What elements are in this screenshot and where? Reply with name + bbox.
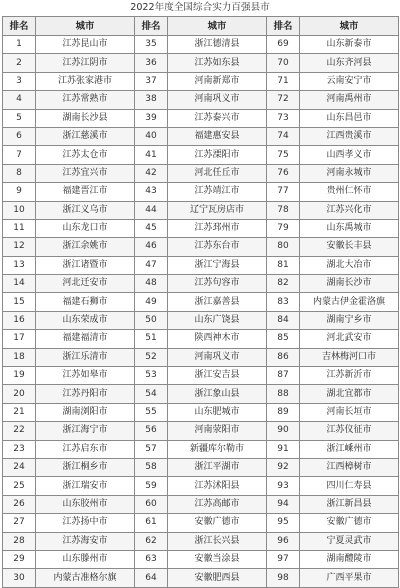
table-row [3, 514, 399, 532]
city-cell: 山东禹城市 [300, 219, 399, 237]
city-cell: 浙江乐清市 [36, 348, 135, 366]
city-cell: 安徽广德市 [300, 514, 399, 532]
city-cell: 江西樟树市 [300, 458, 399, 476]
rank-cell: 9 [3, 183, 36, 201]
city-cell: 浙江新昌县 [300, 495, 399, 513]
rank-cell: 47 [135, 256, 168, 274]
city-cell: 山东齐河县 [300, 54, 399, 72]
city-cell: 新疆库尔勒市 [168, 440, 267, 458]
city-cell: 山东胶州市 [36, 495, 135, 513]
rank-cell: 75 [267, 146, 300, 164]
rank-cell: 8 [3, 164, 36, 182]
rank-cell: 64 [135, 569, 168, 587]
rank-cell: 63 [135, 550, 168, 568]
rank-cell: 83 [267, 293, 300, 311]
table-row [3, 348, 399, 366]
city-cell: 安徽当涂县 [168, 550, 267, 568]
rank-cell: 37 [135, 72, 168, 90]
city-cell: 四川仁寿县 [300, 477, 399, 495]
city-cell: 江苏邳州市 [168, 219, 267, 237]
rank-cell: 79 [267, 219, 300, 237]
rank-cell: 28 [3, 532, 36, 550]
city-cell: 湖北宜都市 [300, 385, 399, 403]
city-cell: 山东新泰市 [300, 36, 399, 54]
rank-cell: 58 [135, 458, 168, 476]
city-cell: 河南巩义市 [168, 91, 267, 109]
city-cell: 江苏高邮市 [168, 495, 267, 513]
rank-cell: 88 [267, 385, 300, 403]
city-cell: 江苏如东县 [168, 54, 267, 72]
city-cell: 广西平果市 [300, 569, 399, 587]
rank-cell: 59 [135, 477, 168, 495]
city-cell: 河南巩义市 [168, 348, 267, 366]
rank-cell: 26 [3, 495, 36, 513]
header-city: 城市 [36, 17, 135, 36]
table-row [3, 403, 399, 421]
rank-cell: 48 [135, 275, 168, 293]
rank-cell: 96 [267, 532, 300, 550]
city-cell: 江苏靖江市 [168, 183, 267, 201]
city-cell: 湖南浏阳市 [36, 403, 135, 421]
city-cell: 陕西神木市 [168, 330, 267, 348]
table-row [3, 293, 399, 311]
rank-cell: 86 [267, 348, 300, 366]
table-row [3, 532, 399, 550]
table-row [3, 238, 399, 256]
table-row [3, 201, 399, 219]
rank-cell: 91 [267, 440, 300, 458]
city-cell: 江苏东台市 [168, 238, 267, 256]
rank-cell: 15 [3, 293, 36, 311]
rank-cell: 85 [267, 330, 300, 348]
rank-cell: 6 [3, 127, 36, 145]
rank-cell: 87 [267, 367, 300, 385]
table-row [3, 495, 399, 513]
rank-cell: 45 [135, 219, 168, 237]
rank-cell: 80 [267, 238, 300, 256]
rank-cell: 71 [267, 72, 300, 90]
table-row [3, 219, 399, 237]
header-rank: 排名 [267, 17, 300, 36]
table-row [3, 275, 399, 293]
city-cell: 湖南长沙县 [36, 109, 135, 127]
rank-cell: 12 [3, 238, 36, 256]
city-cell: 宁夏灵武市 [300, 532, 399, 550]
rank-cell: 55 [135, 403, 168, 421]
city-cell: 福建石狮市 [36, 293, 135, 311]
rank-cell: 69 [267, 36, 300, 54]
city-cell: 江苏启东市 [36, 440, 135, 458]
city-cell: 浙江桐乡市 [36, 458, 135, 476]
rank-cell: 44 [135, 201, 168, 219]
city-cell: 浙江余姚市 [36, 238, 135, 256]
city-cell: 山东荣成市 [36, 311, 135, 329]
rank-cell: 3 [3, 72, 36, 90]
table-row [3, 146, 399, 164]
city-cell: 浙江平湖市 [168, 458, 267, 476]
city-cell: 福建惠安县 [168, 127, 267, 145]
city-cell: 吉林梅河口市 [300, 348, 399, 366]
rank-cell: 62 [135, 532, 168, 550]
city-cell: 河北武安市 [300, 330, 399, 348]
rank-cell: 29 [3, 550, 36, 568]
rank-cell: 70 [267, 54, 300, 72]
rank-cell: 51 [135, 330, 168, 348]
rank-cell: 1 [3, 36, 36, 54]
city-cell: 湖北大冶市 [300, 256, 399, 274]
rank-cell: 20 [3, 385, 36, 403]
city-cell: 江苏丹阳市 [36, 385, 135, 403]
rank-cell: 53 [135, 367, 168, 385]
city-cell: 浙江象山县 [168, 385, 267, 403]
table-row [3, 54, 399, 72]
rank-cell: 94 [267, 495, 300, 513]
rank-cell: 11 [3, 219, 36, 237]
rank-cell: 27 [3, 514, 36, 532]
table-row [3, 91, 399, 109]
table-row [3, 164, 399, 182]
city-cell: 江苏常熟市 [36, 91, 135, 109]
city-cell: 河北迁安市 [36, 275, 135, 293]
city-cell: 河南禹州市 [300, 91, 399, 109]
rank-cell: 74 [267, 127, 300, 145]
table-row [3, 385, 399, 403]
city-cell: 江苏宜兴市 [36, 164, 135, 182]
rank-cell: 13 [3, 256, 36, 274]
rank-cell: 38 [135, 91, 168, 109]
city-cell: 湖南醴陵市 [300, 550, 399, 568]
city-cell: 江苏太仓市 [36, 146, 135, 164]
rank-cell: 81 [267, 256, 300, 274]
header-city: 城市 [168, 17, 267, 36]
city-cell: 江苏昆山市 [36, 36, 135, 54]
rank-cell: 16 [3, 311, 36, 329]
table-row [3, 569, 399, 587]
rank-cell: 46 [135, 238, 168, 256]
city-cell: 江苏仪征市 [300, 422, 399, 440]
header-rank: 排名 [3, 17, 36, 36]
table-row [3, 183, 399, 201]
city-cell: 江苏沭阳县 [168, 477, 267, 495]
rank-cell: 24 [3, 458, 36, 476]
table-row [3, 330, 399, 348]
rank-cell: 92 [267, 458, 300, 476]
table-row [3, 36, 399, 54]
city-cell: 浙江安吉县 [168, 367, 267, 385]
header-row [3, 17, 399, 36]
city-cell: 湖南长沙市 [300, 275, 399, 293]
city-cell: 湖南宁乡市 [300, 311, 399, 329]
rank-cell: 84 [267, 311, 300, 329]
city-cell: 江苏江阴市 [36, 54, 135, 72]
rank-cell: 14 [3, 275, 36, 293]
rank-cell: 72 [267, 91, 300, 109]
table-row [3, 109, 399, 127]
city-cell: 云南安宁市 [300, 72, 399, 90]
table-row [3, 127, 399, 145]
city-cell: 浙江宁海县 [168, 256, 267, 274]
city-cell: 安徽长丰县 [300, 238, 399, 256]
rank-cell: 73 [267, 109, 300, 127]
rank-cell: 52 [135, 348, 168, 366]
rank-cell: 39 [135, 109, 168, 127]
table-row [3, 256, 399, 274]
table-row [3, 422, 399, 440]
rank-cell: 43 [135, 183, 168, 201]
city-cell: 福建福清市 [36, 330, 135, 348]
rank-cell: 78 [267, 201, 300, 219]
rank-cell: 22 [3, 422, 36, 440]
rank-cell: 95 [267, 514, 300, 532]
rank-cell: 5 [3, 109, 36, 127]
city-cell: 河南永城市 [300, 164, 399, 182]
city-cell: 河北任丘市 [168, 164, 267, 182]
city-cell: 江西贵溪市 [300, 127, 399, 145]
city-cell: 江苏泰兴市 [168, 109, 267, 127]
city-cell: 江苏扬中市 [36, 514, 135, 532]
city-cell: 江苏新沂市 [300, 367, 399, 385]
city-cell: 浙江嵊州市 [300, 440, 399, 458]
rank-cell: 25 [3, 477, 36, 495]
rank-cell: 76 [267, 164, 300, 182]
city-cell: 浙江长兴县 [168, 532, 267, 550]
rank-cell: 56 [135, 422, 168, 440]
city-cell: 安徽肥西县 [168, 569, 267, 587]
city-cell: 江苏句容市 [168, 275, 267, 293]
rank-cell: 36 [135, 54, 168, 72]
ranking-table [2, 16, 399, 588]
city-cell: 浙江德清县 [168, 36, 267, 54]
rank-cell: 89 [267, 403, 300, 421]
rank-cell: 23 [3, 440, 36, 458]
rank-cell: 49 [135, 293, 168, 311]
rank-cell: 40 [135, 127, 168, 145]
rank-cell: 2 [3, 54, 36, 72]
rank-cell: 90 [267, 422, 300, 440]
rank-cell: 57 [135, 440, 168, 458]
city-cell: 山东广饶县 [168, 311, 267, 329]
rank-cell: 97 [267, 550, 300, 568]
rank-cell: 4 [3, 91, 36, 109]
rank-cell: 19 [3, 367, 36, 385]
city-cell: 浙江瑞安市 [36, 477, 135, 495]
rank-cell: 61 [135, 514, 168, 532]
table-row [3, 367, 399, 385]
rank-cell: 21 [3, 403, 36, 421]
table-row [3, 72, 399, 90]
rank-cell: 41 [135, 146, 168, 164]
city-cell: 山东昌邑市 [300, 109, 399, 127]
city-cell: 山东肥城市 [168, 403, 267, 421]
table-row [3, 550, 399, 568]
city-cell: 河南荥阳市 [168, 422, 267, 440]
city-cell: 江苏张家港市 [36, 72, 135, 90]
rank-cell: 7 [3, 146, 36, 164]
city-cell: 江苏如皋市 [36, 367, 135, 385]
city-cell: 内蒙古伊金霍洛旗 [300, 293, 399, 311]
rank-cell: 17 [3, 330, 36, 348]
city-cell: 内蒙古准格尔旗 [36, 569, 135, 587]
city-cell: 贵州仁怀市 [300, 183, 399, 201]
city-cell: 浙江慈溪市 [36, 127, 135, 145]
rank-cell: 30 [3, 569, 36, 587]
page-title: 2022年度全国综合实力百强县市 [130, 2, 270, 13]
rank-cell: 60 [135, 495, 168, 513]
city-cell: 江苏兴化市 [300, 201, 399, 219]
rank-cell: 93 [267, 477, 300, 495]
table-row [3, 477, 399, 495]
rank-cell: 35 [135, 36, 168, 54]
rank-cell: 54 [135, 385, 168, 403]
city-cell: 河南新郑市 [168, 72, 267, 90]
table-row [3, 440, 399, 458]
rank-cell: 77 [267, 183, 300, 201]
table-row [3, 311, 399, 329]
rank-cell: 10 [3, 201, 36, 219]
city-cell: 浙江诸暨市 [36, 256, 135, 274]
header-rank: 排名 [135, 17, 168, 36]
table-row [3, 458, 399, 476]
rank-cell: 82 [267, 275, 300, 293]
city-cell: 辽宁瓦房店市 [168, 201, 267, 219]
city-cell: 江苏海安市 [36, 532, 135, 550]
city-cell: 浙江海宁市 [36, 422, 135, 440]
header-city: 城市 [300, 17, 399, 36]
city-cell: 福建晋江市 [36, 183, 135, 201]
rank-cell: 42 [135, 164, 168, 182]
city-cell: 河南长垣市 [300, 403, 399, 421]
rank-cell: 50 [135, 311, 168, 329]
city-cell: 山西孝义市 [300, 146, 399, 164]
city-cell: 江苏溧阳市 [168, 146, 267, 164]
rank-cell: 98 [267, 569, 300, 587]
city-cell: 山东龙口市 [36, 219, 135, 237]
city-cell: 浙江义乌市 [36, 201, 135, 219]
city-cell: 浙江嘉善县 [168, 293, 267, 311]
rank-cell: 18 [3, 348, 36, 366]
city-cell: 安徽广德市 [168, 514, 267, 532]
city-cell: 山东滕州市 [36, 550, 135, 568]
